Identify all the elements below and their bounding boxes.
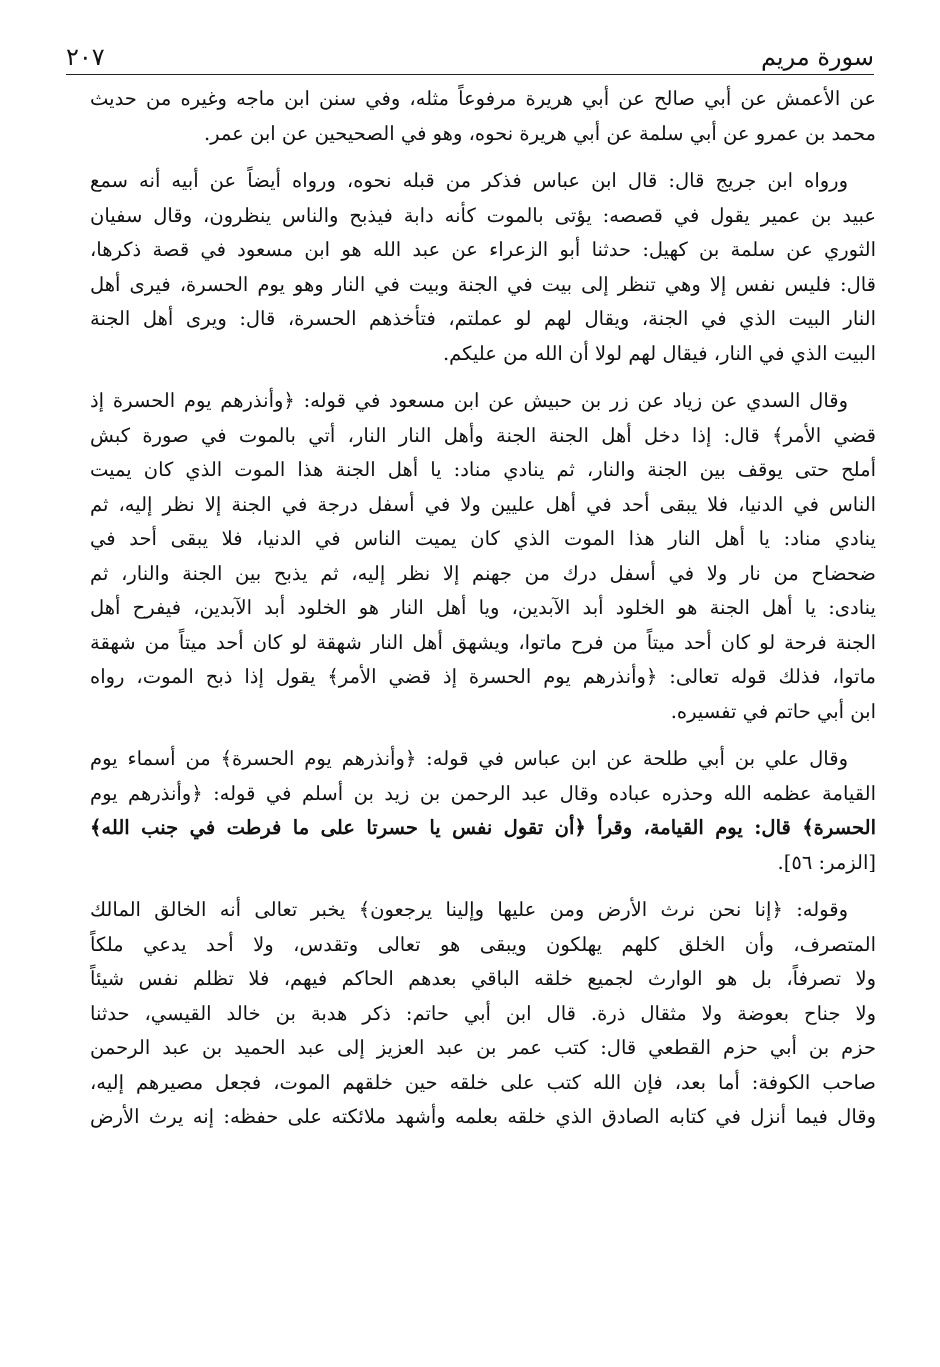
page-number: ٢٠٧: [66, 43, 105, 71]
text-line: ولا تصرفاً، بل هو الوارث لجميع خلقه الباقي بعدهم الحاكم فيهم، فلا تظلم نفس شيئاً: [90, 967, 876, 990]
text-line: قضي الأمر﴾ قال: إذا دخل أهل الجنة الجنة وأهل النار النار، أتي بالموت في صورة كبش: [90, 423, 876, 447]
text-line: عن الأعمش عن أبي صالح عن أبي هريرة مرفوعاً مثله، وفي سنن ابن ماجه وغيره من حديث: [90, 87, 876, 110]
paragraph-4: [90, 742, 876, 880]
text-line: صاحب الكوفة: أما بعد، فإن الله كتب على خلقه حين خلقهم الموت، فجعل مصيرهم إليه،: [90, 1070, 876, 1094]
text-line: قال: فليس نفس إلا وهي تنظر إلى بيت في الجنة وبيت في النار وهو يوم الحسرة، فيرى أهل: [90, 272, 876, 296]
paragraph-3: [90, 384, 876, 729]
page-header: [66, 40, 874, 75]
text-line: ولا جناح بعوضة ولا مثقال ذرة. قال ابن أبي حاتم: ذكر هدبة بن خالد القيسي، حدثنا: [90, 1001, 876, 1025]
text-line: ينادي مناد: يا أهل النار هذا الموت الذي كان يميت الناس في الدنيا، فلا يبقى أحد في: [90, 527, 876, 550]
text-line: وقال السدي عن زياد عن زر بن حبيش عن ابن مسعود في قوله: ﴿وأنذرهم يوم الحسرة إذ: [90, 389, 848, 412]
text-line: الناس في الدنيا، فلا يبقى أحد في أهل عليين ولا في أسفل درجة في الجنة إلا نظر إليه، ثم: [90, 492, 876, 516]
text-line: ماتوا، فذلك قوله تعالى: ﴿وأنذرهم يوم الحسرة إذ قضي الأمر﴾ يقول إذا ذبح الموت، رواه: [90, 665, 876, 688]
text-line: حزم بن أبي حزم القطعي قال: كتب عمر بن عبد العزيز إلى عبد الحميد بن عبد الرحمن: [90, 1036, 876, 1059]
paragraph-5: [90, 893, 876, 1135]
text-line: أملح حتى يوقف بين الجنة والنار، ثم ينادي مناد: يا أهل الجنة هذا الموت الذي كان يميت: [90, 458, 876, 481]
text-line: الجنة فرحة لو كان أحد ميتاً من فرح ماتوا، ويشهق أهل النار شهقة لو كان أحد ميتاً من شهقة: [90, 630, 876, 654]
paragraph-2: [90, 164, 876, 371]
text-line: وقال علي بن أبي طلحة عن ابن عباس في قوله: ﴿وأنذرهم يوم الحسرة﴾ من أسماء يوم: [90, 747, 848, 770]
text-line: محمد بن عمرو عن أبي سلمة عن أبي هريرة نحوه، وهو في الصحيحين عن ابن عمر.: [203, 121, 876, 145]
text-line: وقوله: ﴿إنا نحن نرث الأرض ومن عليها وإلينا يرجعون﴾ يخبر تعالى أنه الخالق المالك: [90, 898, 848, 921]
text-line: المتصرف، وأن الخلق كلهم يهلكون ويبقى هو تعالى وتقدس، ولا أحد يدعي ملكاً: [90, 932, 876, 956]
text-line: النار البيت الذي في الجنة، ويقال لهم لو عملتم، فتأخذهم الحسرة، قال: ويرى أهل الجنة: [90, 307, 876, 330]
text-line: [الزمر: ٥٦].: [777, 850, 876, 874]
text-line: ورواه ابن جريج قال: قال ابن عباس فذكر من قبله نحوه، ورواه أيضاً عن أبيه أنه سمع: [90, 169, 848, 192]
surah-title: سورة مريم: [760, 43, 874, 71]
text-line: ضحضاح من نار ولا في أسفل درك من جهنم إلا نظر إليه، ثم يذبح بين الجنة والنار، ثم: [90, 561, 876, 585]
text-line: الثوري عن سلمة بن كهيل: حدثنا أبو الزعراء عن عبد الله هو ابن مسعود في قصة ذكرها،: [90, 238, 876, 261]
text-line: الحسرة﴾ قال: يوم القيامة، وقرأ ﴿أن تقول نفس يا حسرتا على ما فرطت في جنب الله﴾: [90, 816, 876, 839]
text-line: وقال فيما أنزل في كتابه الصادق الذي خلقه بعلمه وأشهد ملائكته على حفظه: إنه يرث الأرض: [90, 1105, 876, 1128]
text-line: ابن أبي حاتم في تفسيره.: [670, 699, 876, 723]
text-line: ينادى: يا أهل الجنة هو الخلود أبد الآبدين، ويا أهل النار هو الخلود أبد الآبدين، فيفرح أهل: [90, 596, 876, 619]
text-line: البيت الذي في النار، فيقال لهم لولا أن الله من عليكم.: [442, 341, 876, 365]
text-line: عبيد بن عمير يقول في قصصه: يؤتى بالموت كأنه دابة فيذبح والناس ينظرون، وقال سفيان: [90, 203, 876, 227]
paragraph-1: [90, 82, 876, 151]
text-line: القيامة عظمه الله وحذره عباده وقال عبد الرحمن بن زيد بن أسلم في قوله: ﴿وأنذرهم يوم: [90, 781, 876, 805]
page-body: [90, 82, 876, 1148]
